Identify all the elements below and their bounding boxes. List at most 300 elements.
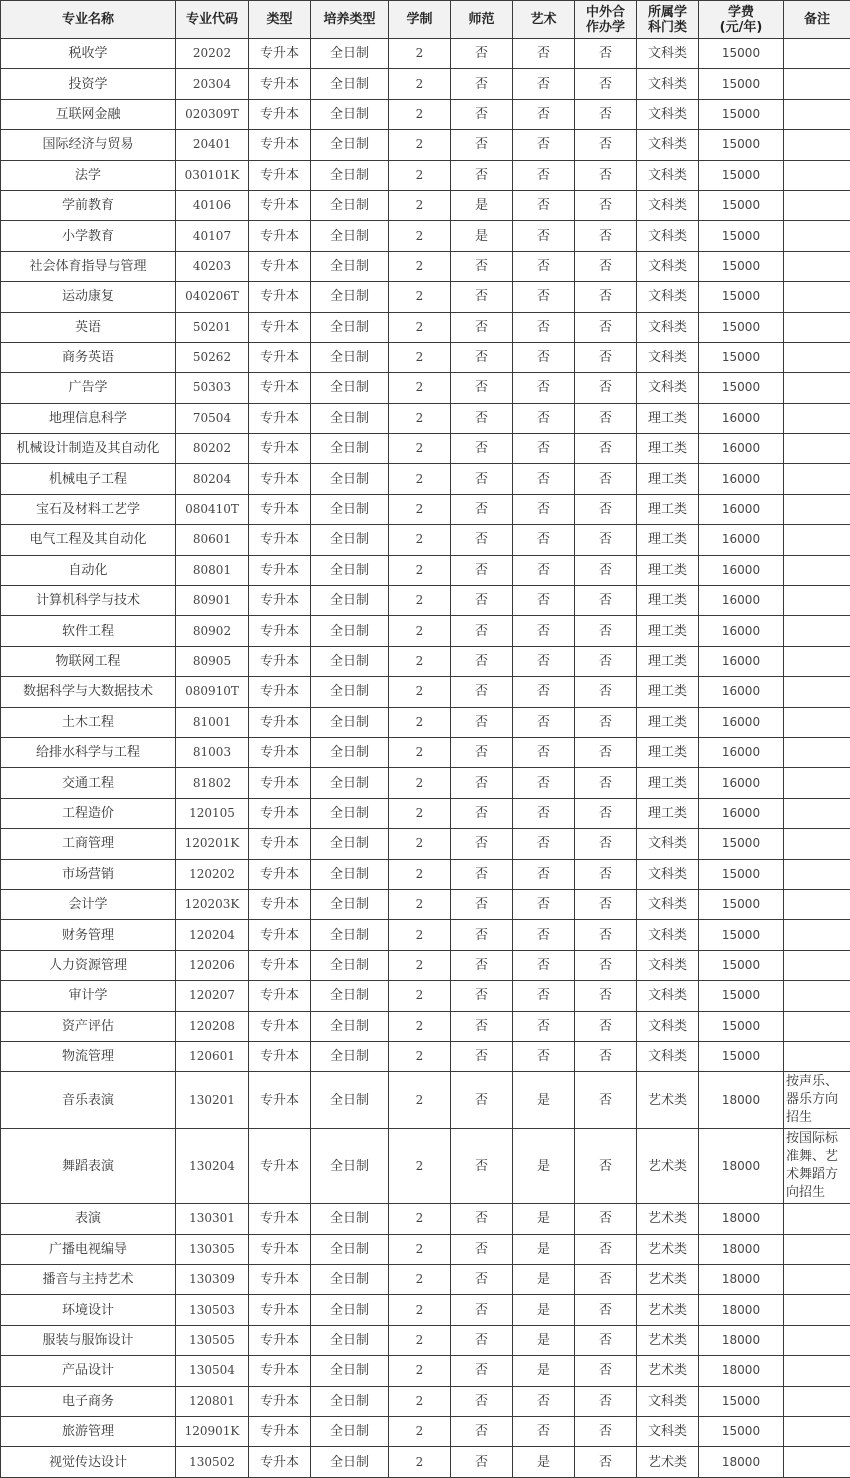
table-row — [1, 130, 850, 160]
cell-note — [784, 1204, 850, 1234]
cell-major-name: 社会体育指导与管理 — [1, 251, 176, 281]
cell-category: 艺术类 — [637, 1129, 699, 1204]
cell-major-code: 81003 — [176, 737, 249, 767]
table-row — [1, 889, 850, 919]
cell-duration: 2 — [389, 889, 451, 919]
cell-duration: 2 — [389, 798, 451, 828]
cell-category: 文科类 — [637, 920, 699, 950]
cell-major-code: 130305 — [176, 1234, 249, 1264]
cell-coop: 否 — [575, 1325, 637, 1355]
cell-major-code: 040206T — [176, 282, 249, 312]
cell-note — [784, 1417, 850, 1447]
table-row — [1, 494, 850, 524]
cell-note — [784, 434, 850, 464]
cell-coop: 否 — [575, 1356, 637, 1386]
cell-major-name: 电子商务 — [1, 1386, 176, 1416]
cell-major-name: 给排水科学与工程 — [1, 737, 176, 767]
cell-category: 理工类 — [637, 768, 699, 798]
cell-normal: 否 — [451, 312, 513, 342]
cell-coop: 否 — [575, 1011, 637, 1041]
cell-fee: 16000 — [699, 525, 784, 555]
cell-note — [784, 1447, 850, 1477]
cell-category: 文科类 — [637, 373, 699, 403]
cell-major-code: 20401 — [176, 130, 249, 160]
cell-duration: 2 — [389, 373, 451, 403]
cell-note — [784, 342, 850, 372]
cell-note — [784, 555, 850, 585]
cell-art: 否 — [513, 251, 575, 281]
cell-duration: 2 — [389, 525, 451, 555]
cell-duration: 2 — [389, 859, 451, 889]
cell-major-code: 080910T — [176, 677, 249, 707]
cell-type: 专升本 — [249, 1447, 311, 1477]
cell-study-mode: 全日制 — [311, 1204, 389, 1234]
cell-normal: 否 — [451, 1295, 513, 1325]
cell-major-code: 20202 — [176, 39, 249, 69]
cell-fee: 18000 — [699, 1234, 784, 1264]
cell-note — [784, 1041, 850, 1071]
cell-note — [784, 707, 850, 737]
cell-art: 否 — [513, 1011, 575, 1041]
cell-note — [784, 282, 850, 312]
cell-major-name: 税收学 — [1, 39, 176, 69]
cell-fee: 18000 — [699, 1072, 784, 1129]
cell-duration: 2 — [389, 39, 451, 69]
cell-category: 文科类 — [637, 1386, 699, 1416]
cell-duration: 2 — [389, 434, 451, 464]
cell-major-code: 130204 — [176, 1129, 249, 1204]
cell-major-name: 播音与主持艺术 — [1, 1265, 176, 1295]
cell-type: 专升本 — [249, 69, 311, 99]
cell-art: 否 — [513, 39, 575, 69]
table-row — [1, 616, 850, 646]
cell-art: 是 — [513, 1234, 575, 1264]
cell-study-mode: 全日制 — [311, 1295, 389, 1325]
cell-art: 否 — [513, 342, 575, 372]
cell-study-mode: 全日制 — [311, 403, 389, 433]
cell-fee: 15000 — [699, 342, 784, 372]
cell-study-mode: 全日制 — [311, 950, 389, 980]
cell-art: 否 — [513, 403, 575, 433]
cell-major-code: 80905 — [176, 646, 249, 676]
cell-study-mode: 全日制 — [311, 1072, 389, 1129]
table-row — [1, 950, 850, 980]
table-row — [1, 981, 850, 1011]
cell-type: 专升本 — [249, 1356, 311, 1386]
cell-note — [784, 768, 850, 798]
cell-art: 否 — [513, 1041, 575, 1071]
cell-major-name: 学前教育 — [1, 190, 176, 220]
cell-normal: 是 — [451, 221, 513, 251]
cell-category: 文科类 — [637, 829, 699, 859]
cell-type: 专升本 — [249, 160, 311, 190]
cell-art: 否 — [513, 99, 575, 129]
cell-duration: 2 — [389, 221, 451, 251]
cell-major-name: 广告学 — [1, 373, 176, 403]
cell-fee: 18000 — [699, 1325, 784, 1355]
cell-normal: 否 — [451, 859, 513, 889]
cell-major-code: 81802 — [176, 768, 249, 798]
cell-major-code: 80901 — [176, 586, 249, 616]
cell-type: 专升本 — [249, 434, 311, 464]
cell-duration: 2 — [389, 1072, 451, 1129]
cell-coop: 否 — [575, 798, 637, 828]
table-row — [1, 373, 850, 403]
cell-art: 是 — [513, 1265, 575, 1295]
cell-normal: 否 — [451, 494, 513, 524]
cell-type: 专升本 — [249, 1417, 311, 1447]
cell-study-mode: 全日制 — [311, 1356, 389, 1386]
cell-note — [784, 69, 850, 99]
cell-major-code: 120204 — [176, 920, 249, 950]
table-row — [1, 69, 850, 99]
cell-major-name: 审计学 — [1, 981, 176, 1011]
cell-type: 专升本 — [249, 950, 311, 980]
cell-major-code: 80204 — [176, 464, 249, 494]
cell-coop: 否 — [575, 1447, 637, 1477]
cell-major-name: 自动化 — [1, 555, 176, 585]
cell-normal: 否 — [451, 403, 513, 433]
cell-major-name: 计算机科学与技术 — [1, 586, 176, 616]
cell-major-name: 机械电子工程 — [1, 464, 176, 494]
cell-study-mode: 全日制 — [311, 1325, 389, 1355]
table-row — [1, 798, 850, 828]
cell-coop: 否 — [575, 1072, 637, 1129]
cell-coop: 否 — [575, 39, 637, 69]
cell-major-code: 50201 — [176, 312, 249, 342]
cell-fee: 15000 — [699, 950, 784, 980]
cell-normal: 否 — [451, 1325, 513, 1355]
cell-category: 文科类 — [637, 160, 699, 190]
cell-category: 艺术类 — [637, 1447, 699, 1477]
cell-study-mode: 全日制 — [311, 373, 389, 403]
cell-art: 否 — [513, 889, 575, 919]
cell-fee: 15000 — [699, 981, 784, 1011]
cell-type: 专升本 — [249, 403, 311, 433]
cell-coop: 否 — [575, 616, 637, 646]
cell-fee: 15000 — [699, 130, 784, 160]
cell-normal: 否 — [451, 1447, 513, 1477]
cell-type: 专升本 — [249, 737, 311, 767]
cell-study-mode: 全日制 — [311, 555, 389, 585]
cell-duration: 2 — [389, 1295, 451, 1325]
cell-major-code: 120801 — [176, 1386, 249, 1416]
cell-fee: 15000 — [699, 1417, 784, 1447]
cell-art: 否 — [513, 555, 575, 585]
cell-major-code: 130502 — [176, 1447, 249, 1477]
cell-art: 否 — [513, 829, 575, 859]
cell-note — [784, 889, 850, 919]
cell-duration: 2 — [389, 616, 451, 646]
cell-art: 否 — [513, 920, 575, 950]
cell-duration: 2 — [389, 1325, 451, 1355]
cell-major-code: 80202 — [176, 434, 249, 464]
cell-duration: 2 — [389, 1129, 451, 1204]
table-row — [1, 859, 850, 889]
table-row — [1, 312, 850, 342]
cell-duration: 2 — [389, 586, 451, 616]
cell-major-code: 120202 — [176, 859, 249, 889]
cell-type: 专升本 — [249, 981, 311, 1011]
cell-normal: 是 — [451, 190, 513, 220]
cell-art: 否 — [513, 677, 575, 707]
cell-normal: 否 — [451, 829, 513, 859]
cell-note — [784, 1011, 850, 1041]
table-row — [1, 1234, 850, 1264]
cell-duration: 2 — [389, 69, 451, 99]
cell-art: 否 — [513, 464, 575, 494]
cell-category: 文科类 — [637, 69, 699, 99]
cell-category: 文科类 — [637, 99, 699, 129]
cell-major-name: 商务英语 — [1, 342, 176, 372]
cell-study-mode: 全日制 — [311, 889, 389, 919]
cell-fee: 16000 — [699, 707, 784, 737]
cell-study-mode: 全日制 — [311, 69, 389, 99]
cell-art: 否 — [513, 646, 575, 676]
cell-type: 专升本 — [249, 1129, 311, 1204]
cell-major-code: 120901K — [176, 1417, 249, 1447]
cell-type: 专升本 — [249, 1041, 311, 1071]
cell-normal: 否 — [451, 889, 513, 919]
cell-note — [784, 586, 850, 616]
cell-fee: 15000 — [699, 1386, 784, 1416]
cell-normal: 否 — [451, 920, 513, 950]
cell-major-name: 音乐表演 — [1, 1072, 176, 1129]
cell-normal: 否 — [451, 342, 513, 372]
cell-normal: 否 — [451, 1265, 513, 1295]
cell-art: 否 — [513, 616, 575, 646]
cell-type: 专升本 — [249, 677, 311, 707]
cell-normal: 否 — [451, 525, 513, 555]
cell-coop: 否 — [575, 251, 637, 281]
cell-major-name: 法学 — [1, 160, 176, 190]
cell-category: 艺术类 — [637, 1295, 699, 1325]
cell-normal: 否 — [451, 160, 513, 190]
cell-coop: 否 — [575, 494, 637, 524]
cell-note — [784, 981, 850, 1011]
table-row — [1, 555, 850, 585]
cell-duration: 2 — [389, 1041, 451, 1071]
cell-major-name: 物流管理 — [1, 1041, 176, 1071]
header-category-line1: 所属学 — [648, 5, 687, 20]
cell-type: 专升本 — [249, 1011, 311, 1041]
cell-type: 专升本 — [249, 707, 311, 737]
cell-note — [784, 859, 850, 889]
cell-major-name: 广播电视编导 — [1, 1234, 176, 1264]
header-fee — [699, 1, 784, 39]
cell-major-name: 运动康复 — [1, 282, 176, 312]
cell-duration: 2 — [389, 190, 451, 220]
cell-study-mode: 全日制 — [311, 1234, 389, 1264]
cell-major-name: 旅游管理 — [1, 1417, 176, 1447]
cell-normal: 否 — [451, 1041, 513, 1071]
cell-category: 文科类 — [637, 889, 699, 919]
cell-major-name: 表演 — [1, 1204, 176, 1234]
cell-major-name: 软件工程 — [1, 616, 176, 646]
cell-category: 文科类 — [637, 1417, 699, 1447]
cell-normal: 否 — [451, 616, 513, 646]
cell-note — [784, 737, 850, 767]
table-row — [1, 1129, 850, 1204]
cell-note — [784, 829, 850, 859]
table-row — [1, 160, 850, 190]
cell-major-code: 81001 — [176, 707, 249, 737]
cell-study-mode: 全日制 — [311, 312, 389, 342]
cell-major-code: 120201K — [176, 829, 249, 859]
header-duration: 学制 — [389, 1, 451, 39]
cell-duration: 2 — [389, 677, 451, 707]
cell-major-name: 土木工程 — [1, 707, 176, 737]
cell-major-code: 80801 — [176, 555, 249, 585]
cell-type: 专升本 — [249, 859, 311, 889]
cell-duration: 2 — [389, 981, 451, 1011]
cell-coop: 否 — [575, 312, 637, 342]
cell-fee: 16000 — [699, 464, 784, 494]
cell-note: 按国际标准舞、艺术舞蹈方向招生 — [784, 1129, 850, 1204]
cell-fee: 16000 — [699, 677, 784, 707]
cell-major-code: 120208 — [176, 1011, 249, 1041]
cell-note — [784, 39, 850, 69]
cell-major-name: 宝石及材料工艺学 — [1, 494, 176, 524]
cell-fee: 15000 — [699, 160, 784, 190]
cell-study-mode: 全日制 — [311, 1129, 389, 1204]
cell-normal: 否 — [451, 251, 513, 281]
cell-note — [784, 525, 850, 555]
cell-coop: 否 — [575, 981, 637, 1011]
cell-study-mode: 全日制 — [311, 1447, 389, 1477]
cell-type: 专升本 — [249, 99, 311, 129]
cell-type: 专升本 — [249, 282, 311, 312]
cell-study-mode: 全日制 — [311, 434, 389, 464]
cell-major-code: 70504 — [176, 403, 249, 433]
cell-coop: 否 — [575, 434, 637, 464]
table-row — [1, 737, 850, 767]
cell-coop: 否 — [575, 1386, 637, 1416]
cell-major-code: 50303 — [176, 373, 249, 403]
cell-duration: 2 — [389, 282, 451, 312]
cell-art: 否 — [513, 981, 575, 1011]
cell-coop: 否 — [575, 130, 637, 160]
cell-fee: 15000 — [699, 282, 784, 312]
cell-fee: 18000 — [699, 1204, 784, 1234]
table-row — [1, 1072, 850, 1129]
header-coop-line2: 作办学 — [586, 20, 625, 35]
table-row — [1, 707, 850, 737]
cell-art: 否 — [513, 586, 575, 616]
table-row — [1, 342, 850, 372]
cell-study-mode: 全日制 — [311, 677, 389, 707]
cell-study-mode: 全日制 — [311, 859, 389, 889]
cell-art: 否 — [513, 69, 575, 99]
header-fee-line1: 学费 — [728, 5, 754, 20]
cell-category: 文科类 — [637, 312, 699, 342]
cell-art: 是 — [513, 1204, 575, 1234]
cell-study-mode: 全日制 — [311, 221, 389, 251]
cell-category: 理工类 — [637, 586, 699, 616]
cell-type: 专升本 — [249, 646, 311, 676]
table-row — [1, 1204, 850, 1234]
header-row — [1, 1, 850, 39]
cell-coop: 否 — [575, 342, 637, 372]
cell-category: 理工类 — [637, 677, 699, 707]
cell-study-mode: 全日制 — [311, 1011, 389, 1041]
cell-major-name: 地理信息科学 — [1, 403, 176, 433]
table-body — [1, 39, 850, 1478]
cell-major-name: 资产评估 — [1, 1011, 176, 1041]
cell-fee: 16000 — [699, 646, 784, 676]
cell-type: 专升本 — [249, 1265, 311, 1295]
cell-duration: 2 — [389, 768, 451, 798]
cell-major-code: 080410T — [176, 494, 249, 524]
cell-category: 理工类 — [637, 737, 699, 767]
cell-study-mode: 全日制 — [311, 99, 389, 129]
cell-category: 文科类 — [637, 39, 699, 69]
table-row — [1, 677, 850, 707]
header-study-mode: 培养类型 — [311, 1, 389, 39]
cell-note — [784, 798, 850, 828]
cell-coop: 否 — [575, 555, 637, 585]
cell-type: 专升本 — [249, 1295, 311, 1325]
header-category-line2: 科门类 — [648, 20, 687, 35]
table-row — [1, 464, 850, 494]
cell-art: 否 — [513, 130, 575, 160]
cell-major-code: 130505 — [176, 1325, 249, 1355]
cell-art: 否 — [513, 950, 575, 980]
cell-type: 专升本 — [249, 1234, 311, 1264]
cell-study-mode: 全日制 — [311, 1041, 389, 1071]
cell-type: 专升本 — [249, 920, 311, 950]
cell-normal: 否 — [451, 130, 513, 160]
cell-note — [784, 494, 850, 524]
cell-study-mode: 全日制 — [311, 829, 389, 859]
cell-normal: 否 — [451, 1011, 513, 1041]
cell-major-name: 机械设计制造及其自动化 — [1, 434, 176, 464]
header-fee-line2: (元/年) — [720, 20, 763, 35]
cell-note — [784, 1386, 850, 1416]
cell-major-name: 服装与服饰设计 — [1, 1325, 176, 1355]
cell-type: 专升本 — [249, 190, 311, 220]
cell-duration: 2 — [389, 555, 451, 585]
cell-fee: 15000 — [699, 190, 784, 220]
table-row — [1, 1356, 850, 1386]
table-row — [1, 99, 850, 129]
cell-normal: 否 — [451, 677, 513, 707]
cell-major-name: 工商管理 — [1, 829, 176, 859]
cell-major-code: 030101K — [176, 160, 249, 190]
cell-note — [784, 677, 850, 707]
cell-category: 文科类 — [637, 950, 699, 980]
cell-category: 理工类 — [637, 464, 699, 494]
cell-category: 理工类 — [637, 494, 699, 524]
cell-art: 否 — [513, 190, 575, 220]
cell-normal: 否 — [451, 282, 513, 312]
cell-note — [784, 1325, 850, 1355]
cell-category: 文科类 — [637, 190, 699, 220]
cell-fee: 18000 — [699, 1295, 784, 1325]
cell-normal: 否 — [451, 586, 513, 616]
cell-study-mode: 全日制 — [311, 616, 389, 646]
cell-art: 否 — [513, 282, 575, 312]
cell-major-code: 130301 — [176, 1204, 249, 1234]
cell-coop: 否 — [575, 677, 637, 707]
cell-normal: 否 — [451, 69, 513, 99]
table-row — [1, 525, 850, 555]
cell-duration: 2 — [389, 99, 451, 129]
cell-note — [784, 616, 850, 646]
cell-coop: 否 — [575, 1041, 637, 1071]
cell-fee: 18000 — [699, 1129, 784, 1204]
cell-duration: 2 — [389, 950, 451, 980]
